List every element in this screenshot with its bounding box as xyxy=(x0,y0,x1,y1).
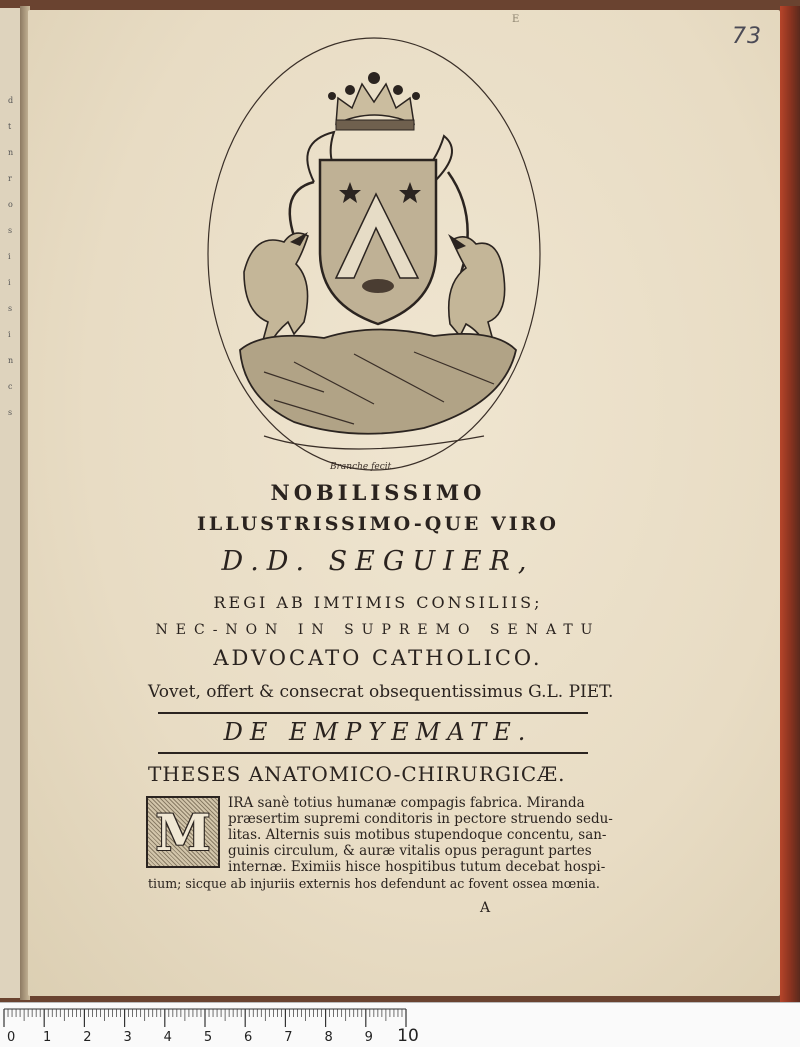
body-line: IRA sanè totius humanæ compagis fabrica. Miranda xyxy=(228,795,585,811)
left-mark: i xyxy=(8,278,11,287)
left-mark: s xyxy=(8,304,13,313)
body-line: internæ. Eximiis hisce hospitibus tutum decebat hospi- xyxy=(228,859,606,875)
thesis-title: DE EMPYEMATE. xyxy=(223,718,533,746)
griffin-right-icon xyxy=(448,234,505,346)
heraldic-shield-icon xyxy=(320,160,436,324)
body-line: guinis circulum, & auræ vitalis opus peragunt partes xyxy=(228,843,592,859)
body-line: præsertim supremi conditoris in pectore struendo sedu- xyxy=(228,811,613,827)
ruler-label: 2 xyxy=(83,1030,92,1045)
left-mark: n xyxy=(8,356,14,365)
dedication-author-line: Vovet, offert & consecrat obsequentissimus G.L. PIET. xyxy=(148,682,614,702)
title-rule-bottom xyxy=(158,752,588,754)
folio-number: 73 xyxy=(732,24,762,49)
ruler-label: 7 xyxy=(284,1030,293,1045)
body-line: tium; sicque ab injuriis externis hos defendunt ac fovent ossea mœnia. xyxy=(148,876,600,891)
crown-icon xyxy=(328,72,420,130)
signature-mark: A xyxy=(480,900,491,916)
title-rule-top xyxy=(158,712,588,714)
left-mark: n xyxy=(8,148,14,157)
left-mark: s xyxy=(8,226,13,235)
dedication-line-2: ILLUSTRISSIMO-QUE VIRO xyxy=(197,513,559,535)
ruler-label: 9 xyxy=(364,1030,373,1045)
left-mark: s xyxy=(8,408,13,417)
body-line: litas. Alternis suis motibus stupendoque concentu, san- xyxy=(228,827,607,843)
ruler-label: 3 xyxy=(123,1030,132,1045)
dedication-line-4: REGI AB IMTIMIS CONSILIIS; xyxy=(213,593,543,612)
scale-ruler xyxy=(0,1002,800,1047)
engraver-credit: Branche fecit xyxy=(330,462,392,472)
ruler-label: 1 xyxy=(43,1030,52,1045)
left-mark: r xyxy=(8,174,12,183)
binding-edge xyxy=(780,6,800,1002)
left-mark: t xyxy=(8,122,12,131)
dedication-line-5: NEC-NON IN SUPREMO SENATU xyxy=(155,622,601,638)
left-page-marks xyxy=(8,88,14,426)
drop-cap-initial xyxy=(146,796,220,868)
left-mark: i xyxy=(8,330,11,339)
left-mark: o xyxy=(8,200,13,209)
griffin-left-icon xyxy=(244,232,308,344)
ruler-ticks xyxy=(0,1003,800,1047)
rock-base xyxy=(240,329,516,449)
ruler-label: 8 xyxy=(324,1030,333,1045)
left-page-edge xyxy=(0,8,22,998)
ruler-label: 0 xyxy=(7,1030,16,1045)
coat-of-arms-engraving xyxy=(204,32,544,484)
corner-mark: E xyxy=(512,14,520,25)
left-mark: d xyxy=(8,96,14,105)
dedicatee-name: D.D. SEGUIER, xyxy=(221,546,535,577)
ruler-label: 10 xyxy=(397,1026,419,1046)
ruler-label: 5 xyxy=(203,1030,213,1045)
ruler-label: 6 xyxy=(244,1030,253,1045)
drop-cap-letter: M xyxy=(155,802,211,862)
thesis-subtitle: THESES ANATOMICO-CHIRURGICÆ. xyxy=(148,762,566,786)
ruler-label: 4 xyxy=(163,1030,172,1045)
dedication-line-6: ADVOCATO CATHOLICO. xyxy=(213,646,543,670)
left-mark: c xyxy=(8,382,13,391)
title-page xyxy=(28,10,780,996)
dedication-line-1: NOBILISSIMO xyxy=(270,480,486,505)
left-mark: i xyxy=(8,252,11,261)
